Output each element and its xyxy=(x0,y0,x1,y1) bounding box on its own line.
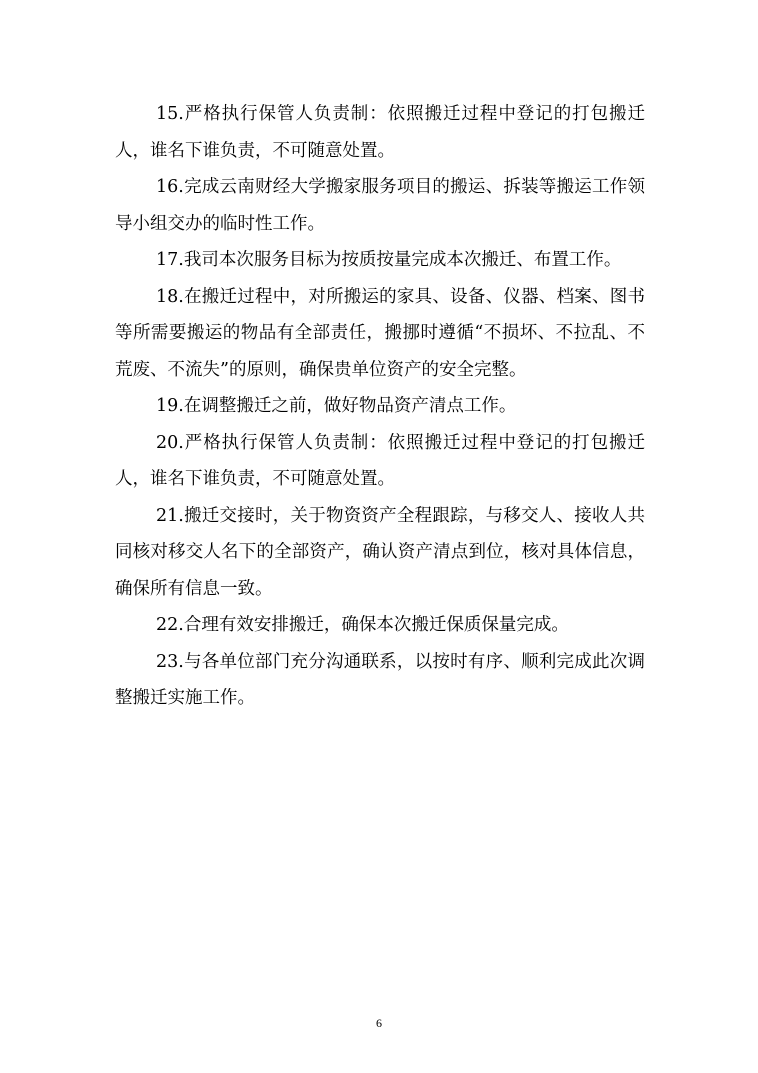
paragraph-22: 22.合理有效安排搬迁，确保本次搬迁保质保量完成。 xyxy=(156,615,569,635)
paragraph-17: 17.我司本次服务目标为按质按量完成本次搬迁、布置工作。 xyxy=(156,250,622,270)
paragraph-16: 16.完成云南财经大学搬家服务项目的搬运、拆装等搬运工作领导小组交办的临时性工作。 xyxy=(115,177,645,234)
paragraph-23: 23.与各单位部门充分沟通联系，以按时有序、顺利完成此次调整搬迁实施工作。 xyxy=(115,651,645,708)
paragraph-18: 18.在搬迁过程中，对所搬运的家具、设备、仪器、档案、图书等所需要搬运的物品有全部责任，搬挪时遵循“不损坏、不拉乱、不荒废、不流失”的原则，确保贵单位资产的安全完整。 xyxy=(115,286,645,380)
paragraph-19: 19.在调整搬迁之前，做好物品资产清点工作。 xyxy=(156,396,517,416)
page-number: 6 xyxy=(376,1016,382,1030)
document-body xyxy=(115,96,645,717)
paragraph-20: 20.严格执行保管人负责制：依照搬迁过程中登记的打包搬迁人，谁名下谁负责，不可随意处置。 xyxy=(115,432,645,489)
paragraph-21: 21.搬迁交接时，关于物资资产全程跟踪，与移交人、接收人共同核对移交人名下的全部资产，确认资产清点到位，核对具体信息，确保所有信息一致。 xyxy=(115,505,645,599)
paragraph-15: 15.严格执行保管人负责制：依照搬迁过程中登记的打包搬迁人，谁名下谁负责，不可随意处置。 xyxy=(115,104,645,161)
